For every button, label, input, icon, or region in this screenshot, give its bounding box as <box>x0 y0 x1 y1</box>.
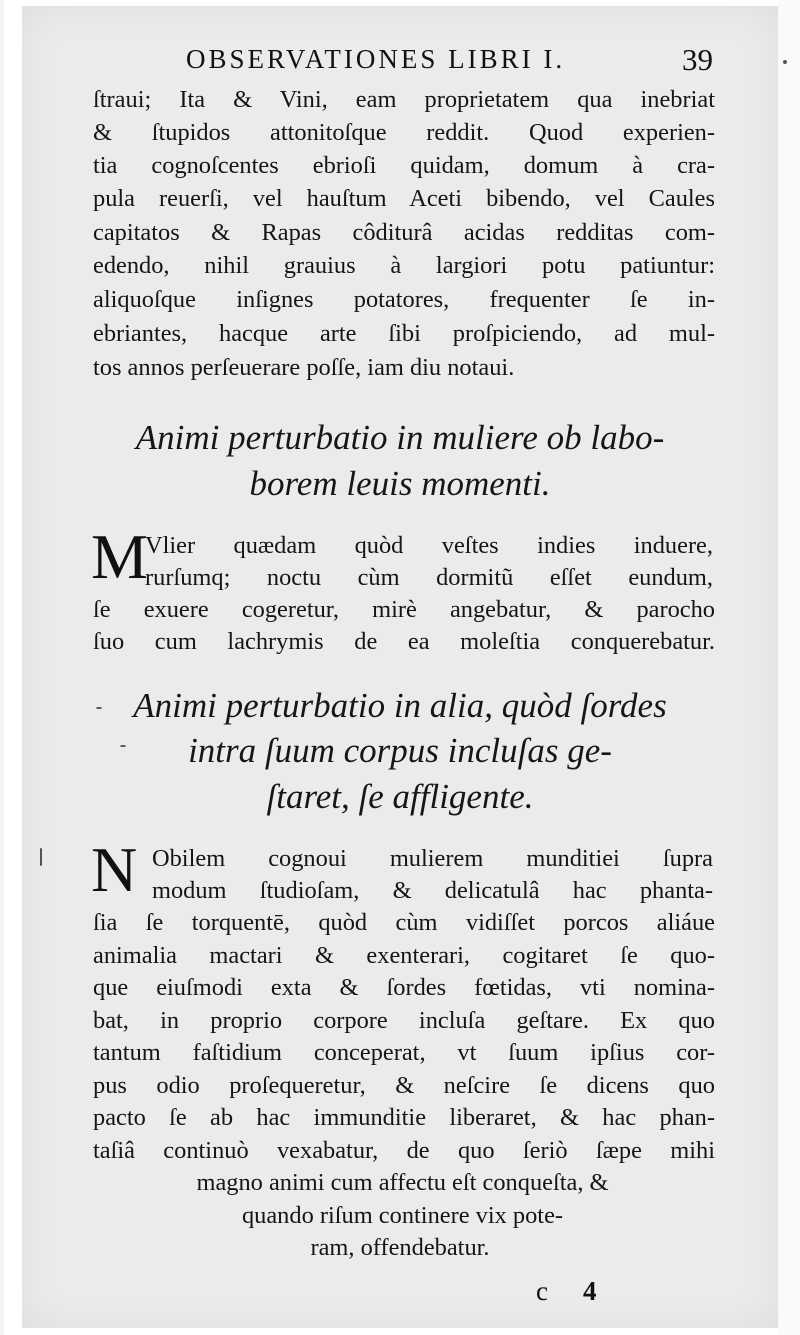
page-right-margin <box>778 0 800 1335</box>
text-line: ram, offendebatur. <box>310 1234 490 1261</box>
drop-cap-n: N <box>91 834 138 905</box>
text-line: ſia ſe torquentē, quòd cùm vidiſſet porcos aliáue <box>93 909 715 936</box>
section-heading-1-cont: borem leuis momenti. <box>249 464 551 503</box>
text-line: animalia mactari & exenterari, cogitaret ſe quo- <box>93 942 715 969</box>
text-line: capitatos & Rapas côditurâ acidas redditas com- <box>93 219 715 246</box>
text-line: edendo, nihil grauius à largiori potu patiuntur: <box>93 252 715 279</box>
text-line: tantum faſtidium conceperat, vt ſuum ipſius cor- <box>93 1039 715 1066</box>
page-number: 39 <box>682 42 713 77</box>
text-line: rurſumq; noctu cùm dormitũ eſſet eundum, <box>145 564 713 591</box>
text-line: bat, in proprio corpore incluſa geſtare. Ex quo <box>93 1007 715 1034</box>
section-heading-2-cont: ſtaret, ſe affligente. <box>266 777 534 816</box>
scan-speck <box>783 60 787 64</box>
text-line: aliquoſque inſignes potatores, frequenter ſe in- <box>93 286 715 313</box>
section-heading-2: Animi perturbatio in alia, quòd ſordes <box>133 686 667 725</box>
section-heading-1: Animi perturbatio in muliere ob labo- <box>135 418 665 457</box>
text-line: pula reuerſi, vel hauſtum Aceti bibendo, vel Caules <box>93 185 715 212</box>
section-heading-2-cont: intra ſuum corpus incluſas ge- <box>188 731 612 770</box>
text-line: pacto ſe ab hac immunditie liberaret, & hac phan- <box>93 1104 715 1131</box>
text-line: pus odio proſequeretur, & neſcire ſe dicens quo <box>93 1072 715 1099</box>
scan-speck <box>40 848 42 866</box>
signature-number: 4 <box>583 1276 597 1306</box>
text-line: modum ſtudioſam, & delicatulâ hac phanta- <box>152 877 713 904</box>
scan-speck <box>120 745 126 747</box>
text-line: ebriantes, hacque arte ſibi proſpiciendo, ad mul- <box>93 320 715 347</box>
text-line: taſiâ continuò vexabatur, de quo ſeriò ſæpe mihi <box>93 1137 715 1164</box>
running-title: OBSERVATIONES LIBRI I. <box>186 44 566 74</box>
text-line: que eiuſmodi exta & ſordes fœtidas, vti nomina- <box>93 974 715 1001</box>
signature-letter: c <box>536 1276 548 1306</box>
page-left-margin <box>0 0 4 1335</box>
text-line: ſuo cum lachrymis de ea moleſtia conquerebatur. <box>93 628 715 655</box>
text-line: ſe exuere cogeretur, mirè angebatur, & parocho <box>93 596 715 623</box>
drop-cap-m: M <box>91 521 148 592</box>
text-line: tia cognoſcentes ebrioſi quidam, domum à cra- <box>93 152 715 179</box>
text-line: ſtraui; Ita & Vini, eam proprietatem qua inebriat <box>93 86 715 113</box>
text-line: quando riſum continere vix pote- <box>241 1202 564 1229</box>
text-line: & ſtupidos attonitoſque reddit. Quod experien- <box>93 119 715 146</box>
text-line: magno animi cum affectu eſt conqueſta, & <box>196 1169 609 1196</box>
scan-speck <box>96 707 102 709</box>
text-line: Obilem cognoui mulierem munditiei ſupra <box>152 845 713 872</box>
text-line: Vlier quædam quòd veſtes indies induere, <box>145 532 713 559</box>
text-line: tos annos perſeuerare poſſe, iam diu notaui. <box>93 354 515 381</box>
